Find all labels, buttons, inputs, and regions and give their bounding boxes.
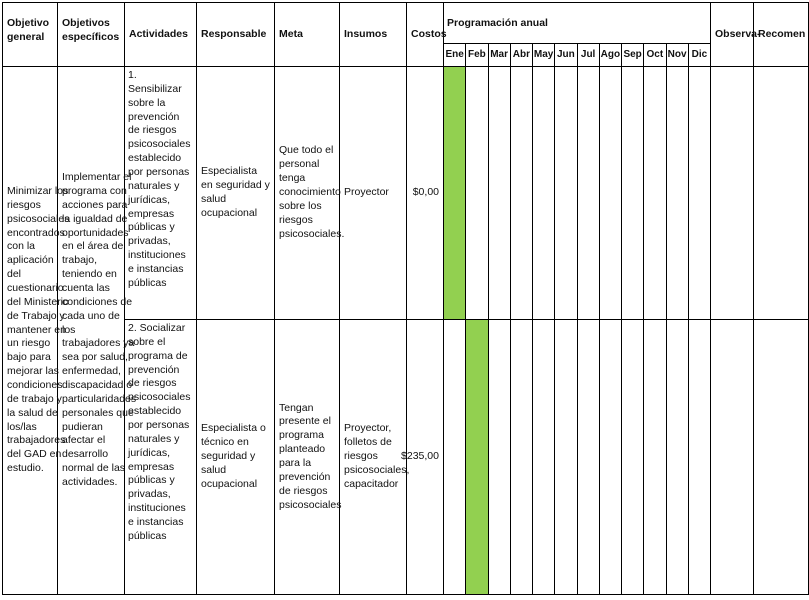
schedule-cell-jun (555, 320, 577, 595)
observaciones-cell (711, 67, 754, 320)
schedule-cell-oct (644, 67, 666, 320)
month-header-sep: Sep (622, 44, 644, 67)
month-header-nov: Nov (667, 44, 689, 67)
schedule-cell-abr (511, 320, 533, 595)
schedule-cell-jun (555, 67, 577, 320)
schedule-cell-sep (622, 67, 644, 320)
schedule-cell-oct (644, 320, 666, 595)
actividad-cell: 2. Socializar sobre el programa de prevención de riesgos psicosociales establecido por personas naturales y jurídicas, empresas públicas y privadas, instituciones e instancias públicas (125, 320, 197, 595)
schedule-cell-dic (689, 320, 711, 595)
schedule-cell-mar (489, 67, 511, 320)
header-meta: Meta (275, 2, 340, 67)
month-header-mar: Mar (489, 44, 511, 67)
month-header-jul: Jul (578, 44, 600, 67)
schedule-cell-jul (578, 320, 600, 595)
program-grid (2, 2, 806, 595)
header-costos: Costos (407, 2, 444, 67)
responsable-cell: Especialista o técnico en seguridad y salud ocupacional (197, 320, 275, 595)
schedule-cell-feb (466, 67, 488, 320)
month-header-abr: Abr (511, 44, 533, 67)
recomendaciones-cell (754, 67, 809, 320)
header-observaciones: Observa- (711, 2, 754, 67)
header-programacion-anual: Programación anual (444, 2, 711, 44)
schedule-cell-dic (689, 67, 711, 320)
schedule-cell-may (533, 67, 555, 320)
month-header-feb: Feb (466, 44, 488, 67)
schedule-cell-ene (444, 320, 466, 595)
schedule-cell-jul (578, 67, 600, 320)
schedule-cell-sep (622, 320, 644, 595)
month-header-dic: Dic (689, 44, 711, 67)
objetivo-general-cell: Minimizar los riesgos psicosociales encontrados con la aplicación del cuestionario del Ministerio de Trabajo y mantener en un riesgo bajo para mejorar las condiciones de trabajo y la salud de los/las trabajadores del GAD en estudio. (2, 67, 58, 595)
schedule-cell-may (533, 320, 555, 595)
header-insumos: Insumos (340, 2, 407, 67)
objetivos-especificos-cell: Implementar el programa con acciones para la igualdad de oportunidades en el área de trabajo, teniendo en cuenta las condiciones de cada uno de los trabajadores ya sea por salud, enfermedad, discapacidad o particularidades personales que pudieran afectar el desarrollo normal de las actividades. (58, 67, 125, 595)
header-recomendaciones: Recomen (754, 2, 809, 67)
schedule-cell-feb-scheduled (466, 320, 488, 595)
header-objetivo-general: Objetivo general (2, 2, 58, 67)
schedule-cell-ago (600, 320, 622, 595)
schedule-cell-nov (667, 320, 689, 595)
month-header-ene: Ene (444, 44, 466, 67)
schedule-cell-ago (600, 67, 622, 320)
schedule-cell-nov (667, 67, 689, 320)
costo-cell: $235,00 (407, 320, 444, 595)
header-objetivos-especificos: Objetivos específicos (58, 2, 125, 67)
header-actividades: Actividades (125, 2, 197, 67)
month-header-oct: Oct (644, 44, 666, 67)
insumos-cell: Proyector (340, 67, 407, 320)
costo-cell: $0,00 (407, 67, 444, 320)
month-header-ago: Ago (600, 44, 622, 67)
meta-cell: Que todo el personal tenga conocimiento sobre los riesgos psicosociales. (275, 67, 340, 320)
responsable-cell: Especialista en seguridad y salud ocupacional (197, 67, 275, 320)
schedule-cell-abr (511, 67, 533, 320)
month-header-jun: Jun (555, 44, 577, 67)
header-responsable: Responsable (197, 2, 275, 67)
schedule-cell-ene-scheduled (444, 67, 466, 320)
actividad-cell: 1. Sensibilizar sobre la prevención de riesgos psicosociales establecido por personas naturales y jurídicas, empresas públicas y privadas, instituciones e instancias públicas (125, 67, 197, 320)
month-header-may: May (533, 44, 555, 67)
schedule-cell-mar (489, 320, 511, 595)
observaciones-cell (711, 320, 754, 595)
meta-cell: Tengan presente el programa planteado para la prevención de riesgos psicosociales (275, 320, 340, 595)
recomendaciones-cell (754, 320, 809, 595)
insumos-cell: Proyector, folletos de riesgos psicosociales, capacitador (340, 320, 407, 595)
